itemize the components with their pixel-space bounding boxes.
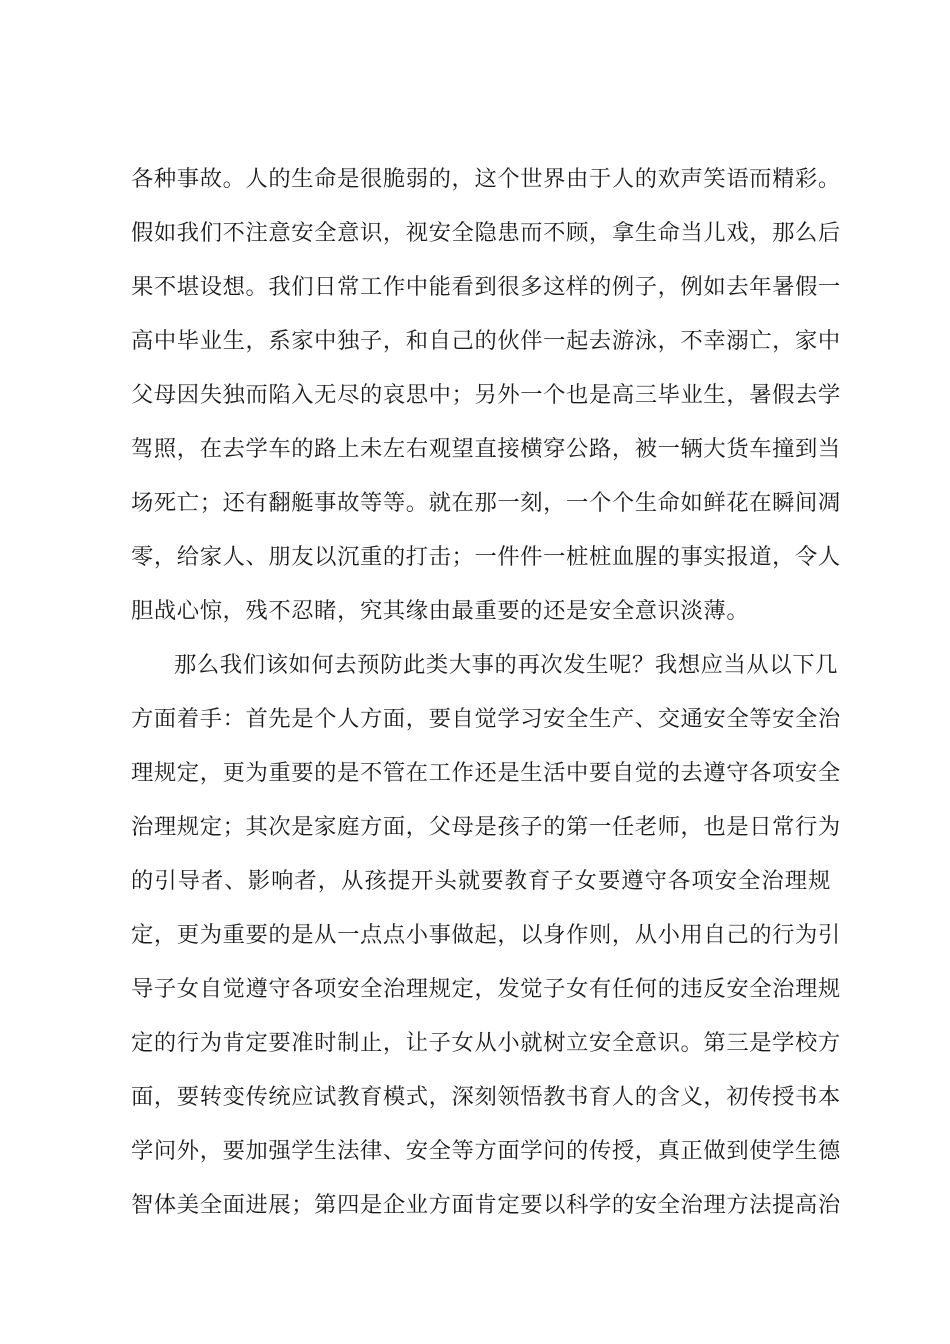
paragraph-1-line: 高中毕业生，系家中独子，和自己的伙伴一起去游泳，不幸溺亡，家中 [131, 328, 841, 354]
paragraph-2-line: 理规定，更为重要的是不管在工作还是生活中要自觉的去遵守各项安全 [131, 760, 841, 786]
paragraph-1-line: 果不堪设想。我们日常工作中能看到很多这样的例子，例如去年暑假一 [131, 274, 841, 300]
paragraph-2-line: 智体美全面进展；第四是企业方面肯定要以科学的安全治理方法提高治 [131, 1192, 841, 1218]
paragraph-2-line: 定的行为肯定要准时制止，让子女从小就树立安全意识。第三是学校方 [131, 1030, 841, 1056]
paragraph-2-line: 导子女自觉遵守各项安全治理规定，发觉子女有任何的违反安全治理规 [131, 976, 841, 1002]
paragraph-1-line: 驾照，在去学车的路上未左右观望直接横穿公路，被一辆大货车撞到当 [131, 436, 841, 462]
paragraph-1-line: 零，给家人、朋友以沉重的打击；一件件一桩桩血腥的事实报道，令人 [131, 544, 841, 570]
paragraph-1-line: 场死亡；还有翻艇事故等等。就在那一刻，一个个生命如鲜花在瞬间凋 [131, 490, 841, 516]
paragraph-1-line: 胆战心惊，残不忍睹，究其缘由最重要的还是安全意识淡薄。 [131, 598, 750, 624]
paragraph-2-line: 的引导者、影响者，从孩提开头就要教育子女要遵守各项安全治理规 [131, 868, 831, 894]
paragraph-2-line: 方面着手：首先是个人方面，要自觉学习安全生产、交通安全等安全治 [131, 706, 841, 732]
paragraph-2-line: 面，要转变传统应试教育模式，深刻领悟教书育人的含义，初传授书本 [131, 1084, 841, 1110]
paragraph-2-line: 治理规定；其次是家庭方面，父母是孩子的第一任老师，也是日常行为 [131, 814, 841, 840]
paragraph-1-line: 假如我们不注意安全意识，视安全隐患而不顾，拿生命当儿戏，那么后 [131, 220, 841, 246]
paragraph-2-line: 那么我们该如何去预防此类大事的再次发生呢？我想应当从以下几 [174, 652, 839, 678]
paragraph-1-line: 各种事故。人的生命是很脆弱的，这个世界由于人的欢声笑语而精彩。 [131, 166, 841, 192]
paragraph-1-line: 父母因失独而陷入无尽的哀思中；另外一个也是高三毕业生，暑假去学 [131, 382, 841, 408]
paragraph-2-line: 学问外，要加强学生法律、安全等方面学问的传授，真正做到使学生德 [131, 1138, 841, 1164]
paragraph-2-line: 定，更为重要的是从一点点小事做起，以身作则，从小用自己的行为引 [131, 922, 841, 948]
